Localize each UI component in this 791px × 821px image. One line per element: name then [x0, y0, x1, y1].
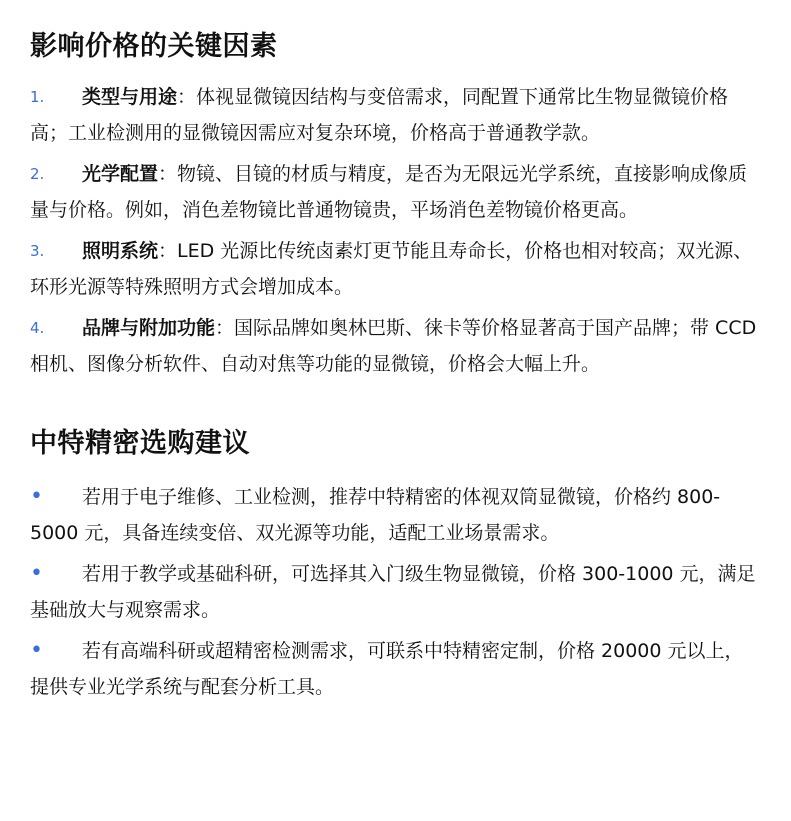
- list-number: 2.: [30, 165, 45, 183]
- section-heading-price-factors: 影响价格的关键因素: [30, 31, 278, 62]
- list-item-text: ：体视显微镜因结构与变倍需求，同配置下通常比生物显微镜价格高；工业检测用的显微镜因需应对复杂环境，价格高于普通教学款。: [30, 86, 729, 144]
- list-item-text: 若用于教学或基础科研，可选择其入门级生物显微镜，价格 300-1000 元，满足基础放大与观察需求。: [30, 563, 756, 621]
- bullet-icon: •: [30, 638, 43, 663]
- list-number: 4.: [30, 319, 45, 337]
- list-item: [30, 556, 757, 628]
- bullet-icon: •: [30, 484, 43, 509]
- list-item: [30, 479, 757, 551]
- list-item: [30, 233, 757, 305]
- list-item-term: 光学配置: [82, 163, 159, 185]
- list-item-text: 若有高端科研或超精密检测需求，可联系中特精密定制，价格 20000 元以上，提供专业光学系统与配套分析工具。: [30, 640, 744, 698]
- list-item-text: ：国际品牌如奥林巴斯、徕卡等价格显著高于国产品牌；带 CCD 相机、图像分析软件、自动对焦等功能的显微镜，价格会大幅上升。: [30, 317, 757, 375]
- list-item: [30, 633, 757, 705]
- list-number: 3.: [30, 242, 45, 260]
- list-item-text: ：物镜、目镜的材质与精度，是否为无限远光学系统，直接影响成像质量与价格。例如，消色差物镜比普通物镜贵，平场消色差物镜价格更高。: [30, 163, 748, 221]
- price-factors-list: [30, 79, 757, 382]
- list-item: [30, 310, 757, 382]
- list-item-text: ：LED 光源比传统卤素灯更节能且寿命长，价格也相对较高；双光源、环形光源等特殊照明方式会增加成本。: [30, 240, 753, 298]
- list-item: [30, 79, 757, 151]
- list-item-term: 照明系统: [82, 240, 159, 262]
- bullet-icon: •: [30, 561, 43, 586]
- list-number: 1.: [30, 88, 45, 106]
- list-item-term: 类型与用途: [82, 86, 178, 108]
- buying-advice-list: [30, 479, 757, 705]
- list-item-term: 品牌与附加功能: [82, 317, 216, 339]
- section-heading-buying-advice: 中特精密选购建议: [30, 428, 250, 459]
- list-item-text: 若用于电子维修、工业检测，推荐中特精密的体视双筒显微镜，价格约 800-5000 元，具备连续变倍、双光源等功能，适配工业场景需求。: [30, 486, 721, 544]
- list-item: [30, 156, 757, 228]
